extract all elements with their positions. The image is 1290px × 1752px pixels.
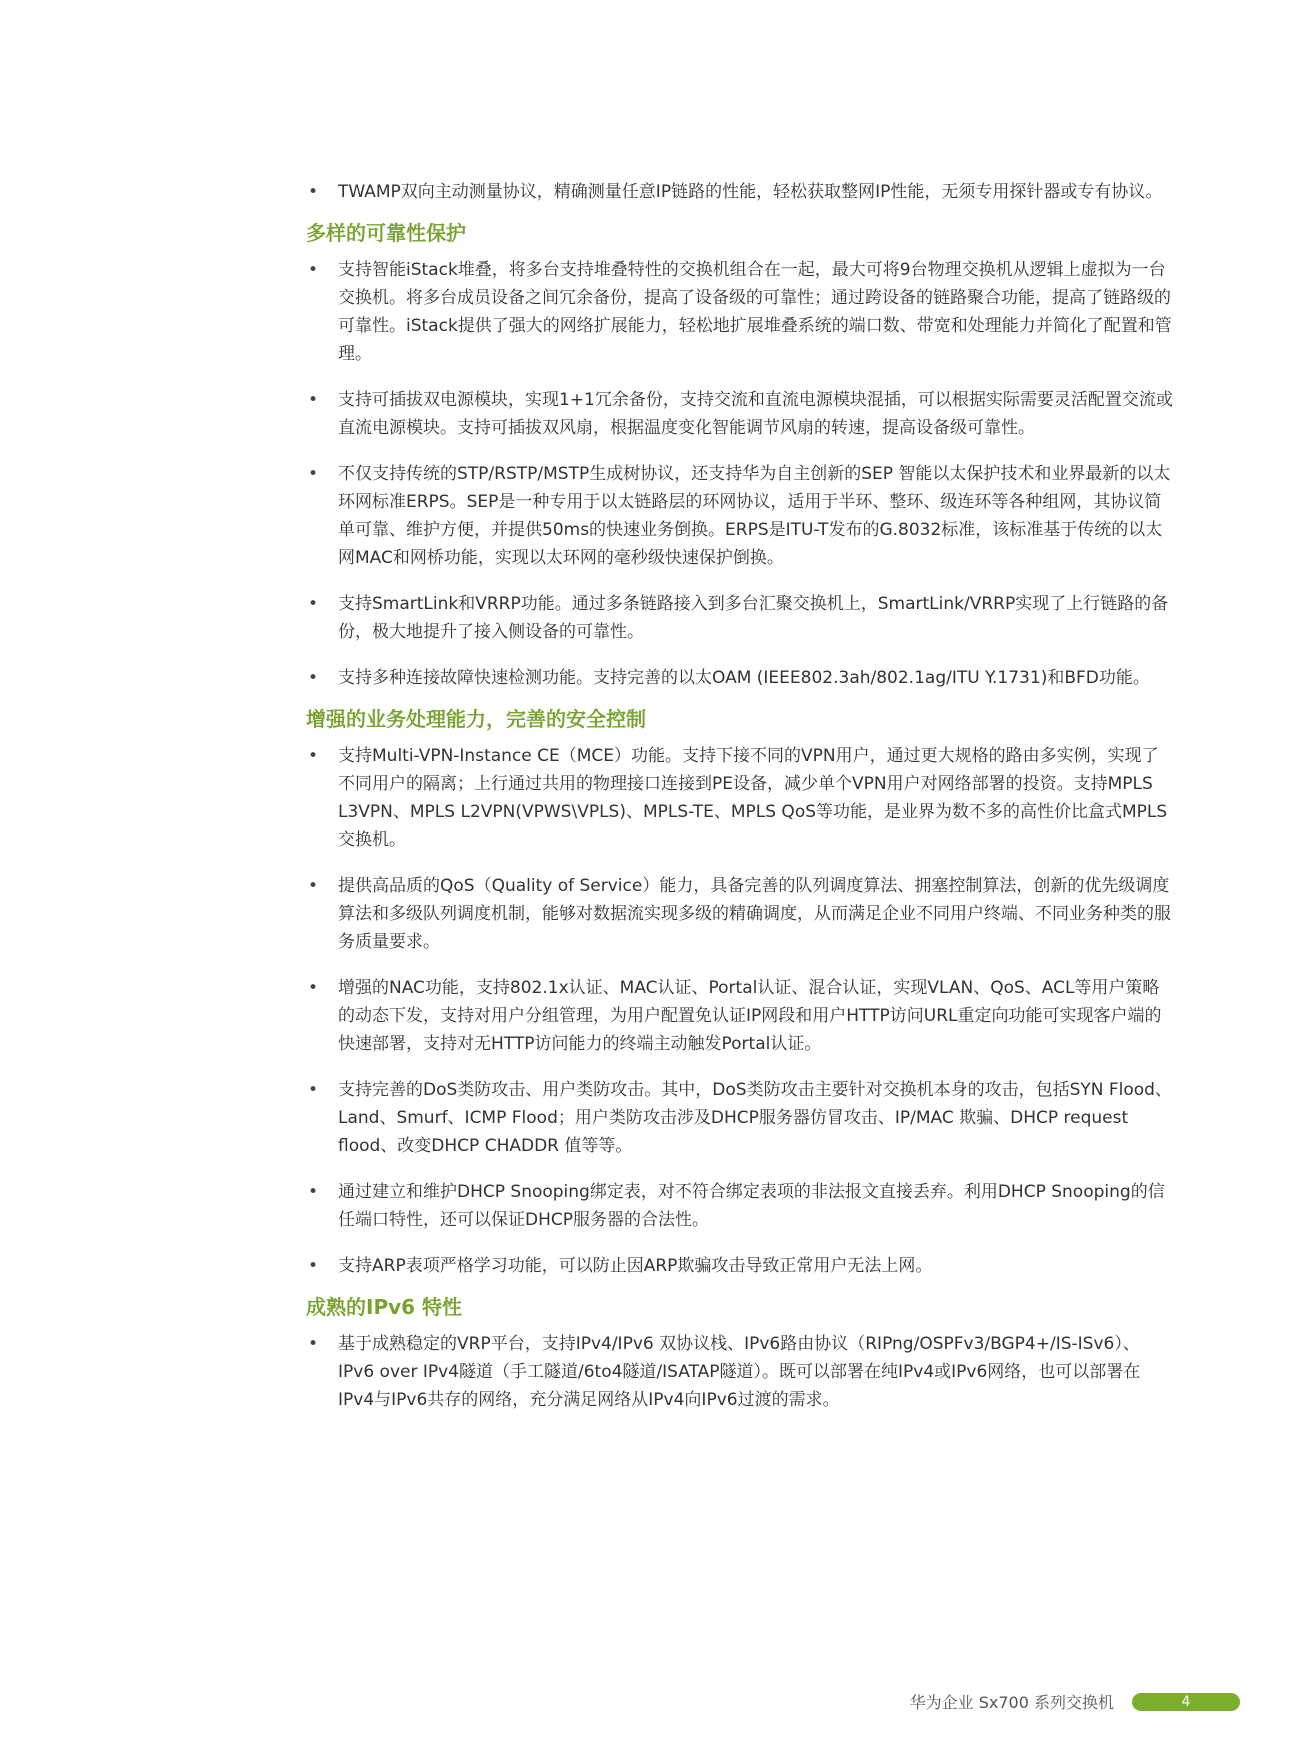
bullet-item (306, 664, 1174, 692)
bullet-item (306, 460, 1174, 572)
bullet-dot: • (307, 464, 319, 484)
bullet-item (306, 1178, 1174, 1234)
bullet-dot: • (307, 594, 319, 614)
bullet-text: TWAMP双向主动测量协议，精确测量任意IP链路的性能，轻松获取整网IP性能，无须专用探针器或专有协议。 (338, 182, 1163, 202)
bullet-dot: • (307, 1080, 319, 1100)
bullet-text: 支持可插拔双电源模块，实现1+1冗余备份，支持交流和直流电源模块混插，可以根据实际需要灵活配置交流或直流电源模块。支持可插拔双风扇，根据温度变化智能调节风扇的转速，提高设备级可靠性。 (338, 390, 1173, 438)
bullet-dot: • (307, 1334, 319, 1354)
bullet-item (306, 178, 1174, 206)
bullet-text: 通过建立和维护DHCP Snooping绑定表，对不符合绑定表项的非法报文直接丢弃。利用DHCP Snooping的信任端口特性，还可以保证DHCP服务器的合法性。 (338, 1182, 1165, 1230)
footer-product-name: 华为企业 Sx700 系列交换机 (909, 1693, 1114, 1712)
bullet-text: 不仅支持传统的STP/RSTP/MSTP生成树协议，还支持华为自主创新的SEP 智能以太保护技术和业界最新的以太环网标准ERPS。SEP是一种专用于以太链路层的环网协议，适用于半环、整环、级连环等各种组网，其协议简单可靠、维护方便，并提供50ms的快速业务倒换。ERPS是ITU-T发布的G.8032标准，该标准基于传统的以太网MAC和网桥功能，实现以太环网的毫秒级快速保护倒换。 (338, 464, 1171, 568)
bullet-dot: • (307, 390, 319, 410)
bullet-text: 支持Multi-VPN-Instance CE（MCE）功能。支持下接不同的VPN用户，通过更大规格的路由多实例，实现了不同用户的隔离；上行通过共用的物理接口连接到PE设备，减少单个VPN用户对网络部署的投资。支持MPLS L3VPN、MPLS L2VPN(VPWS\VPLS)、MPLS-TE、MPLS QoS等功能，是业界为数不多的高性价比盒式MPLS交换机。 (338, 746, 1168, 850)
bullet-text: 支持SmartLink和VRRP功能。通过多条链路接入到多台汇聚交换机上，SmartLink/VRRP实现了上行链路的备份，极大地提升了接入侧设备的可靠性。 (338, 594, 1169, 642)
bullet-item (306, 1252, 1174, 1280)
bullet-item (306, 256, 1174, 368)
bullet-text: 支持智能iStack堆叠，将多台支持堆叠特性的交换机组合在一起，最大可将9台物理交换机从逻辑上虚拟为一台交换机。将多台成员设备之间冗余备份，提高了设备级的可靠性；通过跨设备的链路聚合功能，提高了链路级的可靠性。iStack提供了强大的网络扩展能力，轻松地扩展堆叠系统的端口数、带宽和处理能力并简化了配置和管理。 (338, 260, 1172, 364)
bullet-item (306, 872, 1174, 956)
bullet-text: 提供高品质的QoS（Quality of Service）能力，具备完善的队列调度算法、拥塞控制算法，创新的优先级调度算法和多级队列调度机制，能够对数据流实现多级的精确调度，从而满足企业不同用户终端、不同业务种类的服务质量要求。 (338, 876, 1171, 952)
bullet-text: 支持多种连接故障快速检测功能。支持完善的以太OAM (IEEE802.3ah/802.1ag/ITU Y.1731)和BFD功能。 (338, 668, 1150, 688)
bullet-text: 增强的NAC功能，支持802.1x认证、MAC认证、Portal认证、混合认证，实现VLAN、QoS、ACL等用户策略的动态下发，支持对用户分组管理，为用户配置免认证IP网段和用户HTTP访问URL重定向功能可实现客户端的快速部署，支持对无HTTP访问能力的终端主动触发Portal认证。 (338, 978, 1162, 1054)
section-heading: 成熟的IPv6 特性 (306, 1295, 463, 1319)
bullet-item (306, 1330, 1174, 1414)
bullet-item (306, 1076, 1174, 1160)
document-body (306, 178, 1174, 1432)
section-security (306, 704, 1174, 1280)
bullet-item (306, 742, 1174, 854)
bullet-text: 支持ARP表项严格学习功能，可以防止因ARP欺骗攻击导致正常用户无法上网。 (338, 1256, 933, 1276)
bullet-item (306, 590, 1174, 646)
section-heading: 增强的业务处理能力，完善的安全控制 (306, 707, 646, 731)
bullet-dot: • (307, 746, 319, 766)
page-footer (880, 1690, 1240, 1716)
section-heading: 多样的可靠性保护 (306, 221, 466, 245)
bullet-dot: • (307, 260, 319, 280)
bullet-dot: • (307, 1182, 319, 1202)
bullet-dot: • (307, 876, 319, 896)
bullet-dot: • (307, 182, 319, 202)
bullet-item (306, 386, 1174, 442)
bullet-text: 支持完善的DoS类防攻击、用户类防攻击。其中，DoS类防攻击主要针对交换机本身的攻击，包括SYN Flood、Land、Smurf、ICMP Flood；用户类防攻击涉及DHCP服务器仿冒攻击、IP/MAC 欺骗、DHCP request flood、改变DHCP CHADDR 值等等。 (338, 1080, 1172, 1156)
section-continuation (306, 178, 1174, 206)
bullet-item (306, 974, 1174, 1058)
bullet-dot: • (307, 978, 319, 998)
bullet-dot: • (307, 1256, 319, 1276)
bullet-text: 基于成熟稳定的VRP平台，支持IPv4/IPv6 双协议栈、IPv6路由协议（RIPng/OSPFv3/BGP4+/IS-ISv6）、IPv6 over IPv4隧道（手工隧道/6to4隧道/ISATAP隧道）。既可以部署在纯IPv4或IPv6网络，也可以部署在IPv4与IPv6共存的网络，充分满足网络从IPv4向IPv6过渡的需求。 (338, 1334, 1141, 1410)
section-reliability (306, 218, 1174, 692)
page-number-badge: 4 (1132, 1693, 1240, 1711)
section-ipv6 (306, 1292, 1174, 1414)
bullet-dot: • (307, 668, 319, 688)
